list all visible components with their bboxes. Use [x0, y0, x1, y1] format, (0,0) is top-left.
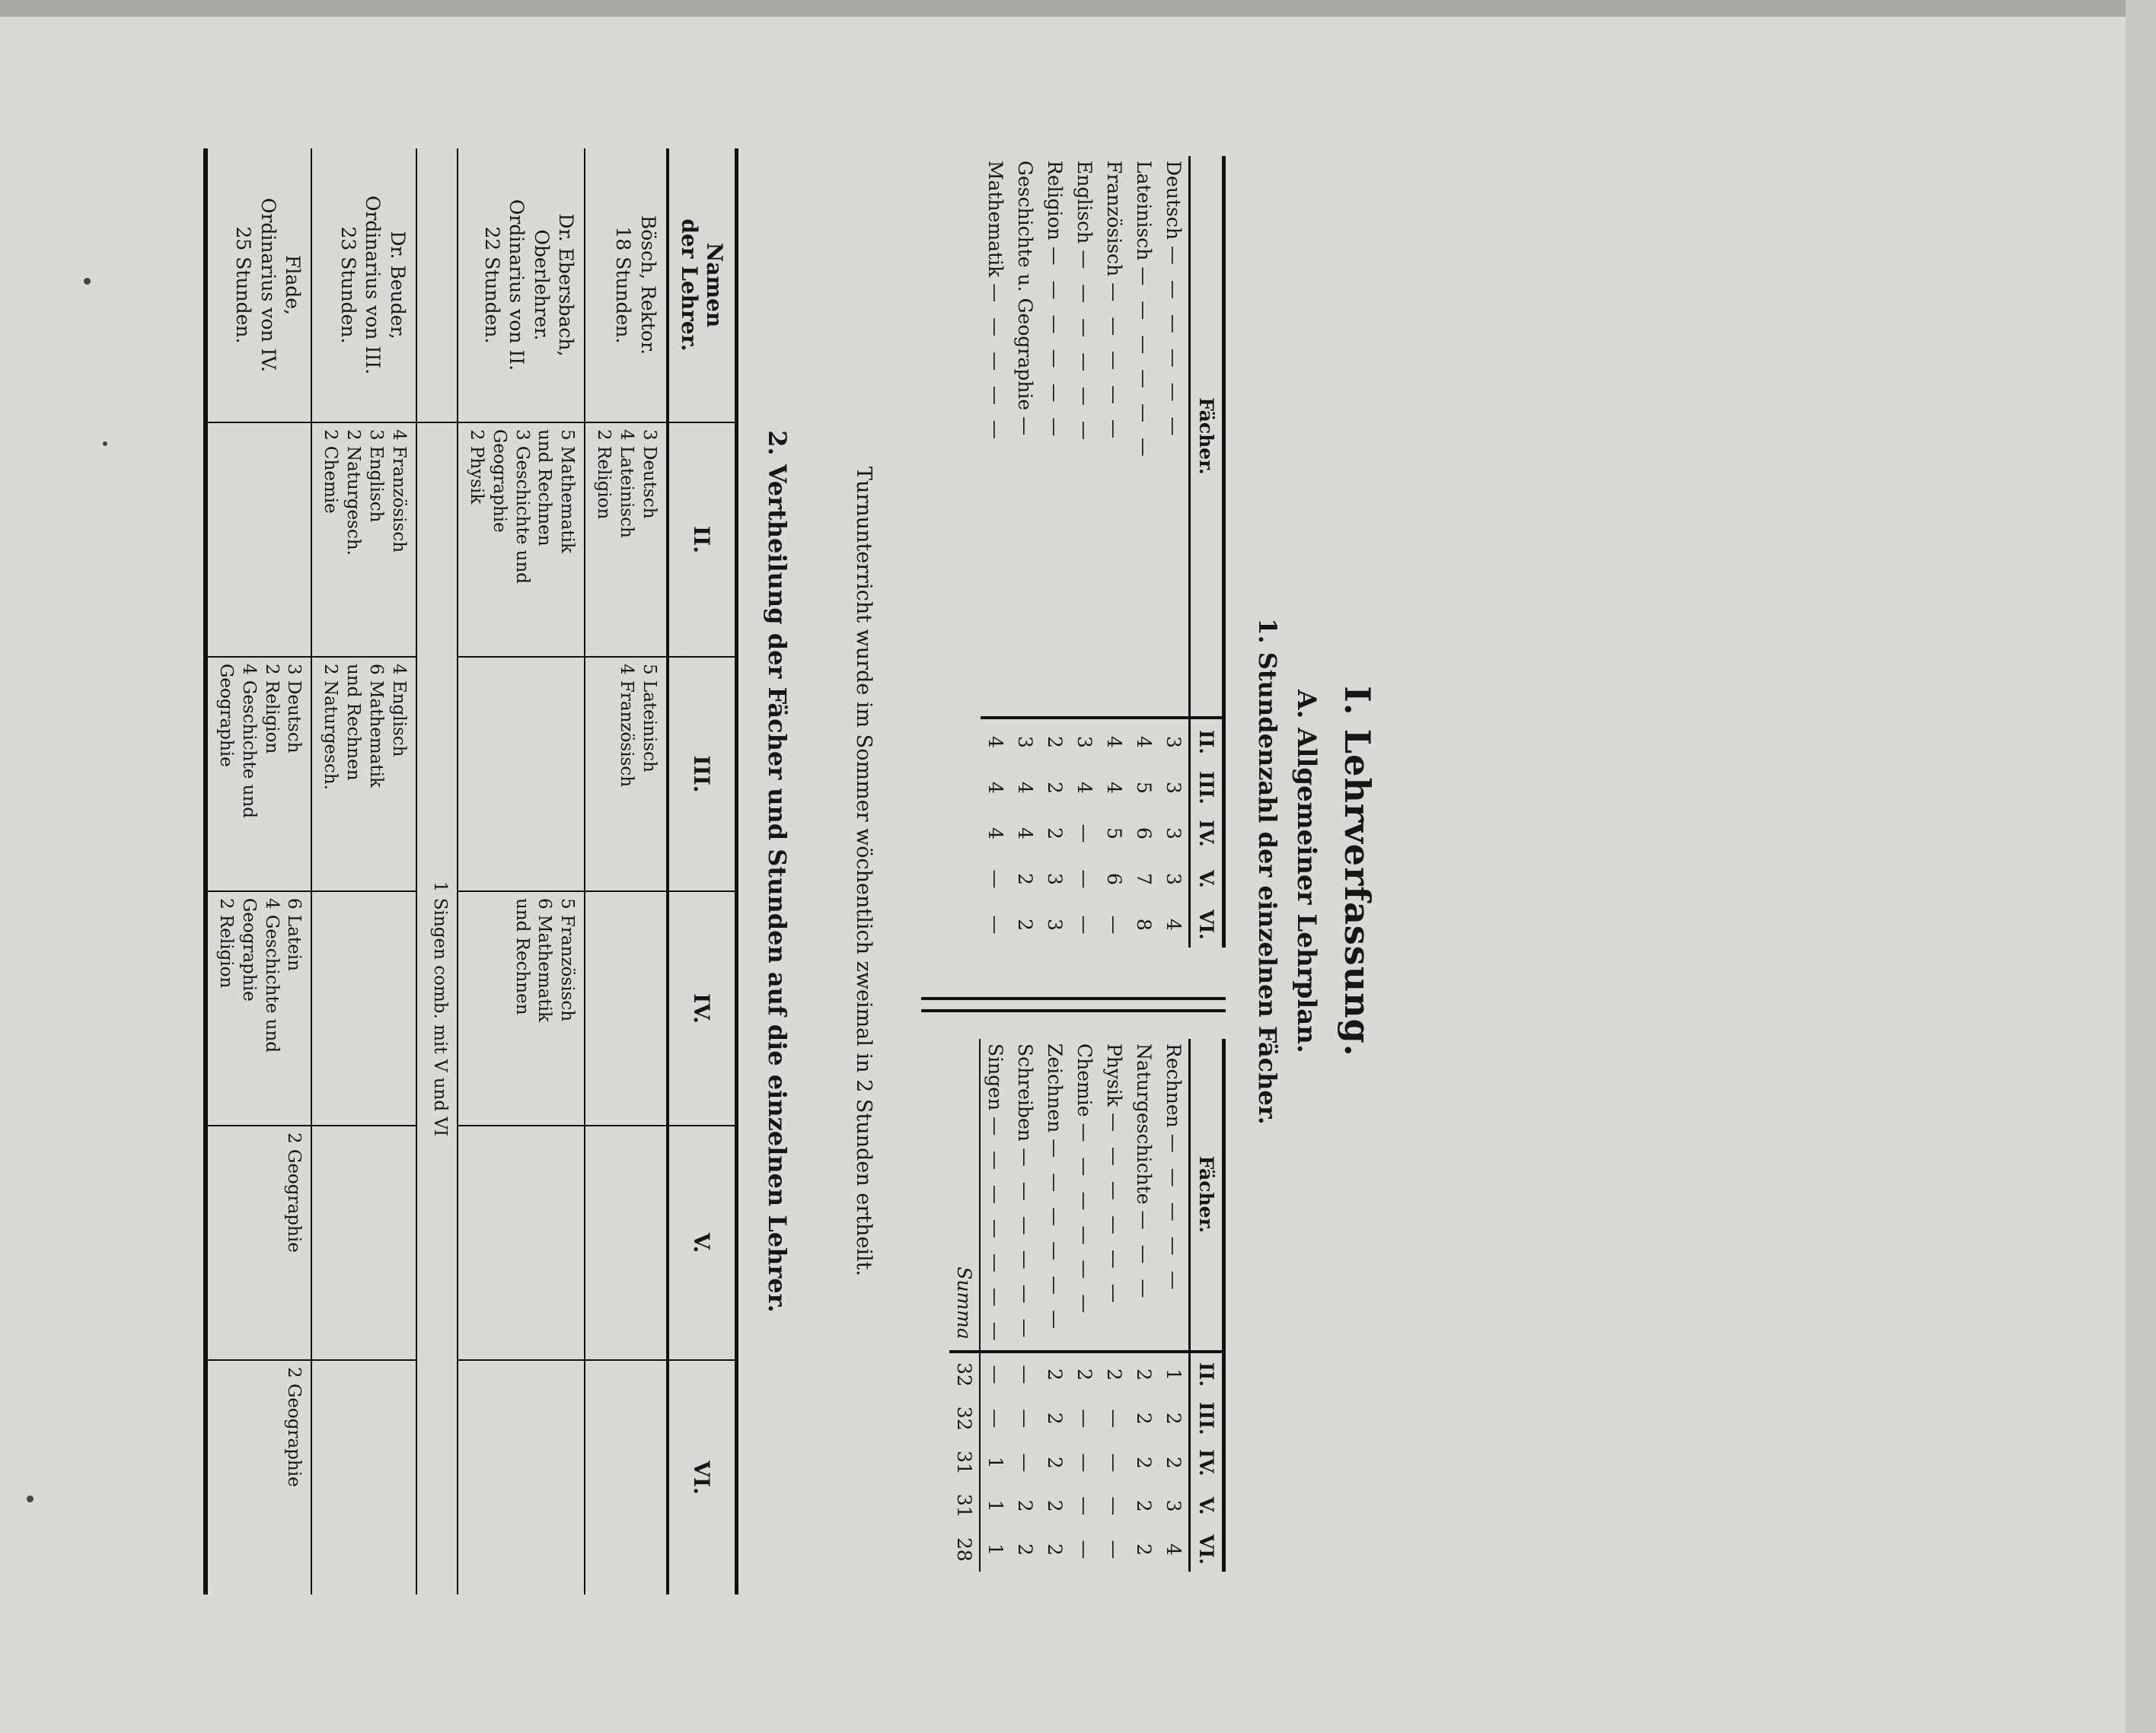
subject-name: Rechnen: [1163, 1043, 1185, 1128]
hours-value: 2: [1044, 1412, 1066, 1425]
gymnastics-note: Turnunterricht wurde im Sommer wöchentlich zweimal in 2 Stunden ertheilt.: [852, 466, 875, 1277]
hours-value: 2: [1070, 1352, 1099, 1396]
assignment-cell: [585, 891, 668, 1126]
hours-value: —: [984, 915, 1006, 935]
subject-cell: [1040, 156, 1070, 718]
hours-value: —: [1103, 1540, 1125, 1559]
leader-dashes: — — — — — —: [1014, 1147, 1036, 1343]
class-header: V.: [1190, 856, 1223, 902]
subject-row: [1040, 1039, 1070, 1572]
subject-name: Naturgeschichte: [1133, 1043, 1155, 1205]
teacher-row: [311, 148, 416, 1594]
hours-value: 4: [1103, 782, 1125, 794]
hours-value: 6: [1103, 873, 1125, 885]
subsection-heading-distribution: 2. Vertheilung der Fächer und Stunden auf die einzelnen Lehrer.: [763, 430, 792, 1313]
class-header: IV.: [1190, 1441, 1223, 1484]
hours-value: 2: [1133, 1456, 1155, 1469]
leader-dashes: — — — — — —: [1163, 245, 1185, 441]
class-header: VI.: [1190, 902, 1223, 948]
class-header: VI.: [1190, 1528, 1223, 1572]
teacher-name: Flade, Ordinarius von IV. 25 Stunden.: [207, 148, 312, 422]
subject-name: Physik: [1103, 1043, 1125, 1107]
combined-singing-note: 1 Singen comb. mit V und VI: [416, 422, 458, 1594]
hours-value: —: [984, 869, 1006, 889]
assignment-cell: [207, 422, 312, 657]
hours-value: 2: [1044, 827, 1066, 839]
rotated-document-page: [114, 148, 1378, 1594]
page-title: I. Lehrverfassung.: [1337, 686, 1378, 1057]
subsection-heading-hours: 1. Stundenzahl der einzelnen Fächer.: [1253, 618, 1282, 1125]
leader-dashes: — — —: [1133, 1210, 1155, 1303]
subject-cell: [1129, 156, 1159, 718]
subject-name: Französisch: [1103, 161, 1125, 277]
subject-cell: [1159, 156, 1190, 718]
sum-value: 31: [949, 1441, 980, 1484]
hours-value: —: [1103, 915, 1125, 935]
hours-value: —: [1073, 1496, 1096, 1516]
subject-name: Schreiben: [1014, 1043, 1036, 1142]
subject-row: [1040, 156, 1070, 948]
subject-name: Religion: [1044, 161, 1066, 241]
double-rule-separator: [921, 997, 1226, 1012]
leader-dashes: — — — — —: [984, 283, 1006, 444]
hours-value: 8: [1133, 919, 1155, 931]
hours-value: —: [1103, 1409, 1125, 1429]
subject-row: [1129, 1039, 1159, 1572]
hours-value: 2: [1044, 782, 1066, 794]
assignment-cell: 2 Geographie: [207, 1360, 312, 1594]
class-header: II.: [1190, 1352, 1223, 1396]
sum-value: 31: [949, 1484, 980, 1527]
leader-dashes: — — — — — —: [1044, 1139, 1066, 1333]
section-heading: A. Allgemeiner Lehrplan.: [1291, 690, 1322, 1053]
leader-dashes: — — — — — — —: [984, 1117, 1006, 1346]
assignment-cell: [585, 1360, 668, 1594]
subject-row: [1099, 156, 1129, 948]
empty-cell: [416, 148, 458, 422]
subject-cell: [1070, 1039, 1099, 1352]
class-header: VI.: [668, 1360, 735, 1594]
hours-value: 3: [1163, 827, 1185, 839]
hours-value: 1: [984, 1456, 1006, 1469]
hours-value: 4: [1014, 782, 1036, 794]
hours-value: 3: [1163, 873, 1185, 885]
subject-cell: [1129, 1039, 1159, 1352]
subject-row: [1070, 1039, 1099, 1572]
leader-dashes: — — — — — —: [1133, 266, 1155, 462]
subject-row: [1159, 156, 1190, 948]
hours-value: —: [1014, 1409, 1036, 1429]
assignment-cell: [311, 1360, 416, 1594]
hours-table-left: [981, 156, 1226, 948]
subject-row: [980, 1039, 1010, 1572]
subject-name: Deutsch: [1163, 161, 1185, 240]
teacher-name: Dr. Ebersbach, Oberlehrer. Ordinarius von II. 22 Stunden.: [458, 148, 585, 422]
class-header: V.: [1190, 1484, 1223, 1527]
teacher-name: Bösch, Rektor. 18 Stunden.: [585, 148, 668, 422]
hours-value: 5: [1133, 782, 1155, 794]
hours-value: 4: [984, 782, 1006, 794]
subject-name: Lateinisch: [1133, 161, 1155, 261]
hours-value: —: [1014, 1453, 1036, 1473]
combined-singing-row: [416, 148, 458, 1594]
hours-value: —: [984, 1409, 1006, 1429]
subject-header: Fächer.: [1190, 1039, 1223, 1352]
hours-value: 2: [1014, 1543, 1036, 1556]
assignment-cell: [458, 1360, 585, 1594]
subject-row: [1010, 1039, 1040, 1572]
hours-value: —: [1103, 1496, 1125, 1516]
class-header: III.: [668, 657, 735, 891]
subject-name: Chemie: [1073, 1043, 1096, 1117]
hours-value: 4: [1014, 827, 1036, 839]
teacher-header: Namen der Lehrer.: [668, 148, 735, 422]
subject-name: Geschichte u. Geographie: [1014, 161, 1036, 411]
assignment-cell: 4 Englisch 6 Mathematik und Rechnen 2 Naturgesch.: [311, 657, 416, 891]
subject-name: Zeichnen: [1044, 1043, 1066, 1133]
dust-speck: [103, 441, 107, 446]
subject-header: Fächer.: [1190, 156, 1223, 718]
class-header: II.: [668, 422, 735, 657]
subject-cell: [981, 156, 1010, 718]
hours-value: —: [1103, 1453, 1125, 1473]
assignment-cell: 3 Deutsch 4 Lateinisch 2 Religion: [585, 422, 668, 657]
assignment-cell: 6 Latein 4 Geschichte und Geographie 2 Religion: [207, 891, 312, 1126]
hours-value: 1: [1159, 1352, 1190, 1396]
hours-value: 2: [1044, 1456, 1066, 1469]
hours-value: 2: [1163, 1456, 1185, 1469]
subject-cell: [980, 1039, 1010, 1352]
assignment-cell: [458, 1126, 585, 1360]
assignment-cell: [585, 1126, 668, 1360]
hours-value: 4: [984, 827, 1006, 839]
subject-name: Singen: [984, 1043, 1006, 1111]
scan-top-edge: [0, 0, 2156, 17]
leader-dashes: — — — — —: [1103, 282, 1125, 444]
leader-dashes: — — — — — —: [1073, 1123, 1096, 1318]
class-header: II.: [1190, 718, 1223, 765]
hours-value: —: [1073, 869, 1096, 889]
subject-row: [1070, 156, 1099, 948]
hours-value: 4: [1163, 1543, 1185, 1556]
subject-row: [981, 156, 1010, 948]
hours-value: 4: [1073, 782, 1096, 794]
hours-value: 4: [1163, 919, 1185, 931]
hours-value: —: [1073, 1409, 1096, 1429]
leader-dashes: —: [1014, 416, 1036, 441]
class-header: III.: [1190, 1396, 1223, 1441]
class-header: IV.: [668, 891, 735, 1126]
class-header: IV.: [1190, 811, 1223, 856]
subject-cell: [1159, 1039, 1190, 1352]
hours-value: 2: [1044, 1499, 1066, 1512]
subject-cell: [1010, 156, 1040, 718]
hours-value: —: [1073, 823, 1096, 843]
assignment-cell: 2 Geographie: [207, 1126, 312, 1360]
subject-row: [1099, 1039, 1129, 1572]
hours-value: 2: [1133, 1543, 1155, 1556]
hours-value: 6: [1133, 827, 1155, 839]
hours-value: 2: [1044, 1543, 1066, 1556]
subject-row: [1010, 156, 1040, 948]
hours-value: 2: [1133, 1412, 1155, 1425]
hours-value: —: [1073, 1540, 1096, 1559]
class-header: V.: [668, 1126, 735, 1360]
hours-value: 2: [1040, 1352, 1070, 1396]
leader-dashes: — — — — — —: [1103, 1112, 1125, 1308]
hours-value: —: [1073, 915, 1096, 935]
assignment-cell: 3 Deutsch 2 Religion 4 Geschichte und Geographie: [207, 657, 312, 891]
assignment-cell: 5 Lateinisch 4 Französisch: [585, 657, 668, 891]
hours-value: 7: [1133, 873, 1155, 885]
dust-speck: [27, 1496, 33, 1502]
distribution-table: [203, 148, 738, 1594]
dust-speck: [84, 278, 91, 285]
assignment-cell: 4 Französisch 3 Englisch 2 Naturgesch. 2 Chemie: [311, 422, 416, 657]
hours-value: 2: [1099, 1352, 1129, 1396]
hours-value: 2: [1129, 1352, 1159, 1396]
subject-cell: [1099, 156, 1129, 718]
hours-value: 5: [1103, 827, 1125, 839]
hours-value: 3: [1070, 718, 1099, 765]
scan-right-edge: [2126, 0, 2156, 1733]
sum-value: 32: [949, 1396, 980, 1441]
hours-value: —: [1073, 1453, 1096, 1473]
class-header: III.: [1190, 765, 1223, 811]
sum-row: [949, 1039, 980, 1572]
hours-value: 2: [1163, 1412, 1185, 1425]
hours-value: 2: [1133, 1499, 1155, 1512]
hours-value: 1: [984, 1543, 1006, 1556]
assignment-cell: [311, 1126, 416, 1360]
sum-value: 32: [949, 1352, 980, 1396]
leader-dashes: — — — — — —: [1073, 250, 1096, 444]
hours-table-right: [949, 1039, 1226, 1572]
subject-cell: [1070, 156, 1099, 718]
hours-value: 4: [981, 718, 1010, 765]
assignment-cell: [311, 891, 416, 1126]
assignment-cell: 5 Französisch 6 Mathematik und Rechnen: [458, 891, 585, 1126]
subject-row: [1129, 156, 1159, 948]
subject-cell: [1010, 1039, 1040, 1352]
hours-value: —: [1010, 1352, 1040, 1396]
subject-row: [1159, 1039, 1190, 1572]
hours-value: 2: [1040, 718, 1070, 765]
hours-value: 4: [1099, 718, 1129, 765]
hours-value: 3: [1163, 1499, 1185, 1512]
subject-name: Englisch: [1073, 161, 1096, 244]
hours-value: 3: [1159, 718, 1190, 765]
sum-value: 28: [949, 1528, 980, 1572]
hours-value: 3: [1044, 919, 1066, 931]
subject-cell: [1099, 1039, 1129, 1352]
hours-value: —: [980, 1352, 1010, 1396]
hours-value: 3: [1163, 782, 1185, 794]
subject-name: Mathematik: [984, 161, 1006, 278]
assignment-cell: 5 Mathematik und Rechnen 3 Geschichte und Geographie 2 Physik: [458, 422, 585, 657]
leader-dashes: — — — — —: [1163, 1133, 1185, 1295]
teacher-name: Dr. Beuder, Ordinarius von III. 23 Stunden.: [311, 148, 416, 422]
hours-value: 2: [1014, 1499, 1036, 1512]
leader-dashes: — — — — — —: [1044, 246, 1066, 441]
sum-label: Summa: [949, 1039, 980, 1352]
teacher-row: [585, 148, 668, 1594]
hours-value: 3: [1044, 873, 1066, 885]
subject-cell: [1040, 1039, 1070, 1352]
hours-value: 3: [1010, 718, 1040, 765]
hours-value: 2: [1014, 919, 1036, 931]
assignment-cell: [458, 657, 585, 891]
hours-value: 2: [1014, 873, 1036, 885]
teacher-row: [458, 148, 585, 1594]
teacher-row: [207, 148, 312, 1594]
hours-value: 4: [1129, 718, 1159, 765]
hours-value: 1: [984, 1499, 1006, 1512]
